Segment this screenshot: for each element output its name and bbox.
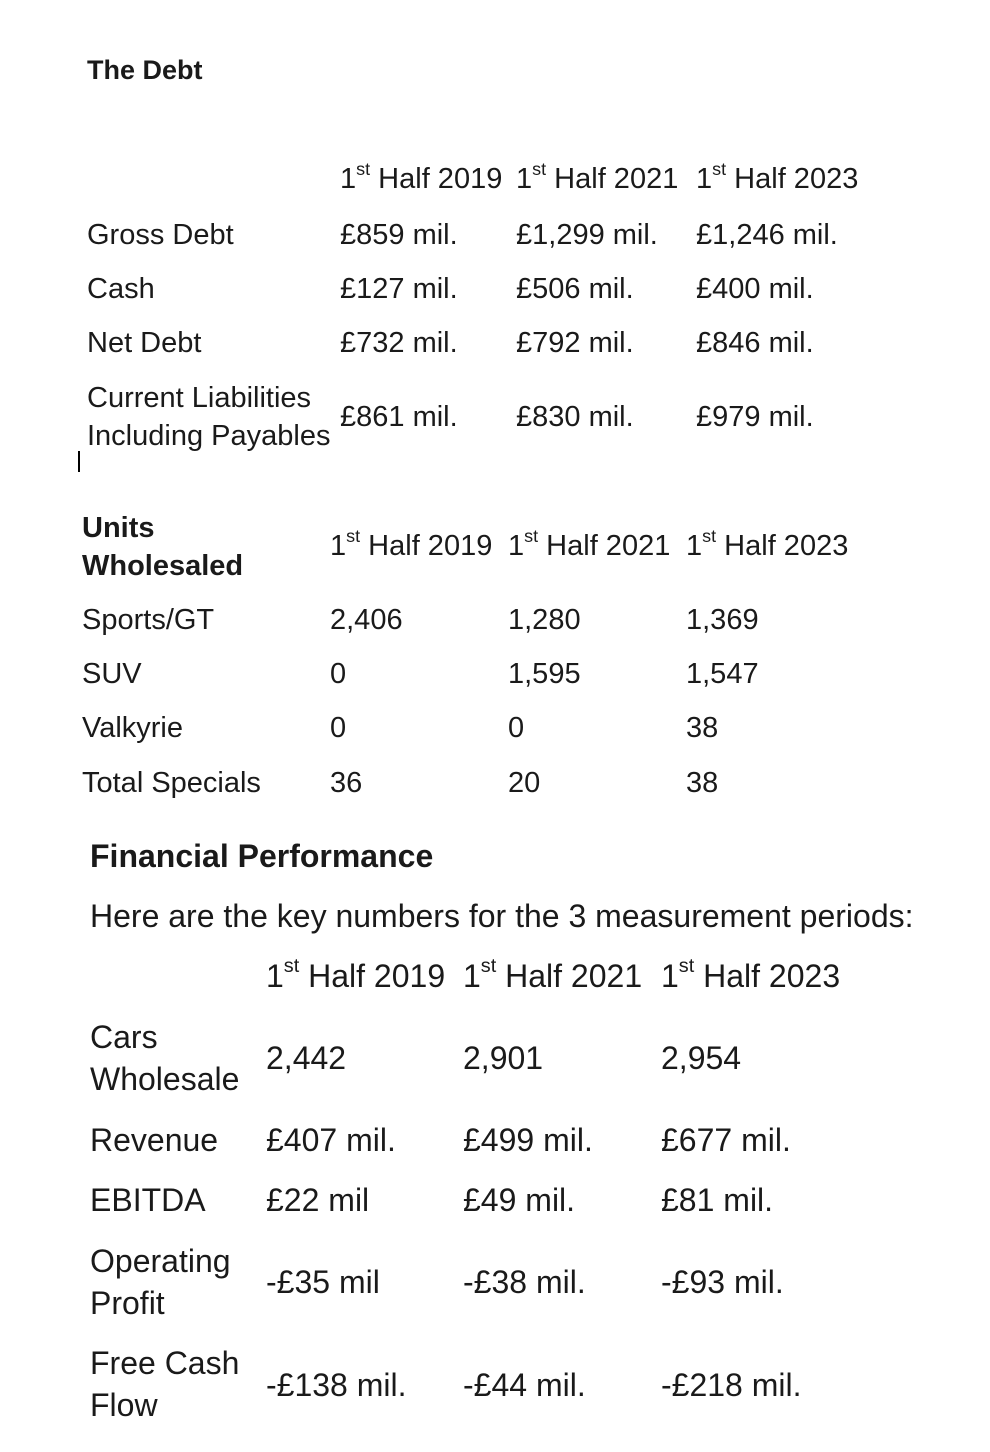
debt-header-2023: 1st Half 2023 <box>696 158 859 195</box>
debt-row-label-line1: Current Liabilities <box>87 382 312 414</box>
financial-cell: £407 mil. <box>266 1122 396 1158</box>
units-title-line1: Units <box>82 512 155 544</box>
financial-cell: -£38 mil. <box>463 1264 586 1300</box>
financial-header-2023: 1st Half 2023 <box>661 955 841 994</box>
financial-cell: 2,901 <box>463 1040 544 1076</box>
debt-row-label-line2: Including Payables <box>87 420 331 452</box>
financial-cell: -£44 mil. <box>463 1367 586 1403</box>
units-cell: 1,280 <box>508 604 581 636</box>
units-cell: 1,595 <box>508 658 581 690</box>
units-header-2023: 1st Half 2023 <box>686 525 849 562</box>
debt-cell: £859 mil. <box>340 219 458 251</box>
debt-row-label: Net Debt <box>87 327 202 359</box>
units-cell: 2,406 <box>330 604 403 636</box>
units-cell: 38 <box>686 767 719 799</box>
debt-row-label: Gross Debt <box>87 219 234 251</box>
debt-cell: £732 mil. <box>340 327 458 359</box>
debt-cell: £1,246 mil. <box>696 219 838 251</box>
debt-cell: £979 mil. <box>696 401 814 433</box>
debt-cell: £792 mil. <box>516 327 634 359</box>
financial-row-label-line2: Wholesale <box>90 1061 240 1097</box>
units-cell: 1,369 <box>686 604 759 636</box>
units-cell: 0 <box>330 712 347 744</box>
debt-cell: £1,299 mil. <box>516 219 658 251</box>
debt-cell: £400 mil. <box>696 273 814 305</box>
financial-intro: Here are the key numbers for the 3 measurement periods: <box>90 898 914 934</box>
financial-cell: -£218 mil. <box>661 1367 802 1403</box>
financial-cell: £49 mil. <box>463 1182 576 1218</box>
financial-cell: -£35 mil <box>266 1264 380 1300</box>
financial-row-label-line1: Free Cash <box>90 1345 240 1381</box>
financial-cell: -£138 mil. <box>266 1367 407 1403</box>
financial-section-title: Financial Performance <box>90 838 434 874</box>
debt-section-title: The Debt <box>87 55 203 85</box>
financial-row-label-line2: Profit <box>90 1285 165 1321</box>
units-cell: 36 <box>330 767 363 799</box>
financial-row-label: Revenue <box>90 1122 219 1158</box>
text-cursor <box>78 451 80 472</box>
units-row-label: SUV <box>82 658 142 690</box>
financial-cell: £677 mil. <box>661 1122 791 1158</box>
units-cell: 20 <box>508 767 541 799</box>
debt-cell: £506 mil. <box>516 273 634 305</box>
units-cell: 0 <box>508 712 525 744</box>
financial-row-label: EBITDA <box>90 1182 206 1218</box>
debt-header-2021: 1st Half 2021 <box>516 158 679 195</box>
units-row-label: Total Specials <box>82 767 261 799</box>
debt-cell: £861 mil. <box>340 401 458 433</box>
units-header-2019: 1st Half 2019 <box>330 525 493 562</box>
financial-cell: -£93 mil. <box>661 1264 784 1300</box>
financial-cell: £81 mil. <box>661 1182 774 1218</box>
debt-cell: £830 mil. <box>516 401 634 433</box>
financial-header-2019: 1st Half 2019 <box>266 955 446 994</box>
units-cell: 38 <box>686 712 719 744</box>
debt-cell: £846 mil. <box>696 327 814 359</box>
debt-cell: £127 mil. <box>340 273 458 305</box>
debt-header-2019: 1st Half 2019 <box>340 158 503 195</box>
financial-cell: 2,442 <box>266 1040 347 1076</box>
financial-cell: £499 mil. <box>463 1122 593 1158</box>
financial-header-2021: 1st Half 2021 <box>463 955 643 994</box>
debt-row-label: Cash <box>87 273 155 305</box>
units-cell: 0 <box>330 658 347 690</box>
financial-cell: 2,954 <box>661 1040 742 1076</box>
financial-cell: £22 mil <box>266 1182 370 1218</box>
units-title-line2: Wholesaled <box>82 550 244 582</box>
units-cell: 1,547 <box>686 658 759 690</box>
units-row-label: Sports/GT <box>82 604 215 636</box>
financial-row-label-line1: Operating <box>90 1243 231 1279</box>
units-row-label: Valkyrie <box>82 712 183 744</box>
financial-row-label-line1: Cars <box>90 1019 158 1055</box>
financial-row-label-line2: Flow <box>90 1387 158 1423</box>
units-header-2021: 1st Half 2021 <box>508 525 671 562</box>
